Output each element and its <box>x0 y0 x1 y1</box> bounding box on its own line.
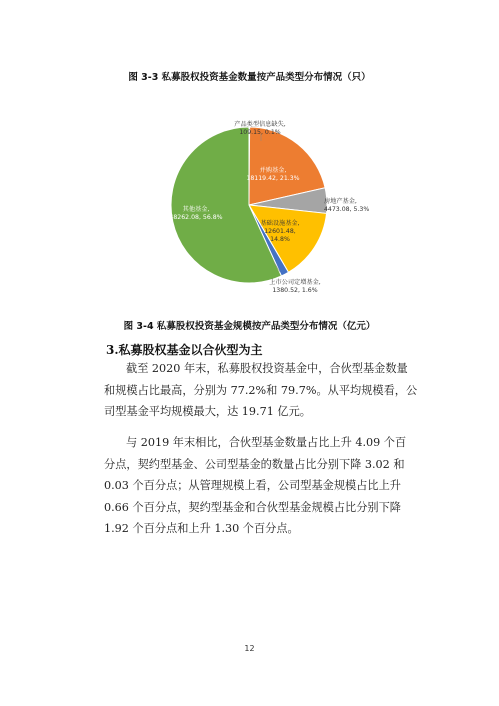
paragraph-2-line-5: 1.92 个百分点和上升 1.30 个百分点。 <box>104 522 299 535</box>
label-infra-line3: 14.8% <box>270 236 290 243</box>
label-other-line1: 其他基金, <box>182 206 210 213</box>
label-realestate-line1: 房地产基金, <box>324 198 357 205</box>
paragraph-1-line-3: 司型基金平均规模最大，达 19.71 亿元。 <box>104 405 311 418</box>
label-infra-line1: 基础设施基金, <box>260 220 300 227</box>
paragraph-1-line-2: 和规模占比最高，分别为 77.2%和 79.7%。从平均规模看，公 <box>104 383 418 397</box>
section-heading: 3.私募股权基金以合伙型为主 <box>106 343 263 357</box>
paragraph-2-line-1: 与 2019 年末相比，合伙型基金数量占比上升 4.09 个百 <box>126 436 407 449</box>
label-missing-line1: 产品类型信息缺失, <box>234 121 286 128</box>
paragraph-1-line-1: 截至 2020 年末，私募股权投资基金中，合伙型基金数量 <box>126 362 408 375</box>
paragraph-1 <box>104 358 418 423</box>
figure-3-3-title: 图 3-3 私募股权投资基金数量按产品类型分布情况（只） <box>128 72 371 83</box>
figure-3-4-title: 图 3-4 私募股权投资基金规模按产品类型分布情况（亿元） <box>123 321 376 332</box>
label-missing-line2: 109.15, 0.1% <box>239 129 281 136</box>
paragraph-2-line-2: 分点，契约型基金、公司型基金的数量占比分别下降 3.02 和 <box>104 457 405 471</box>
label-merger-line2: 18119.42, 21.3% <box>246 175 300 182</box>
paragraph-2-line-4: 0.66 个百分点，契约型基金和合伙型基金规模占比分别下降 <box>104 500 401 514</box>
page-number: 12 <box>244 644 255 653</box>
paragraph-2-line-3: 0.03 个百分点；从管理规模上看，公司型基金规模占比上升 <box>104 479 401 492</box>
paragraph-2 <box>104 432 407 540</box>
label-listed-line2: 1380.52, 1.6% <box>272 287 318 294</box>
label-listed-line1: 上市公司定增基金, <box>269 279 321 286</box>
label-merger-line1: 并购基金, <box>259 167 287 174</box>
label-realestate-line2: 4473.08, 5.3% <box>324 206 370 213</box>
label-other-line2: 48262.08, 56.8% <box>169 214 223 221</box>
label-infra-line2: 12601.48, <box>264 228 296 235</box>
pie-chart <box>150 112 390 312</box>
